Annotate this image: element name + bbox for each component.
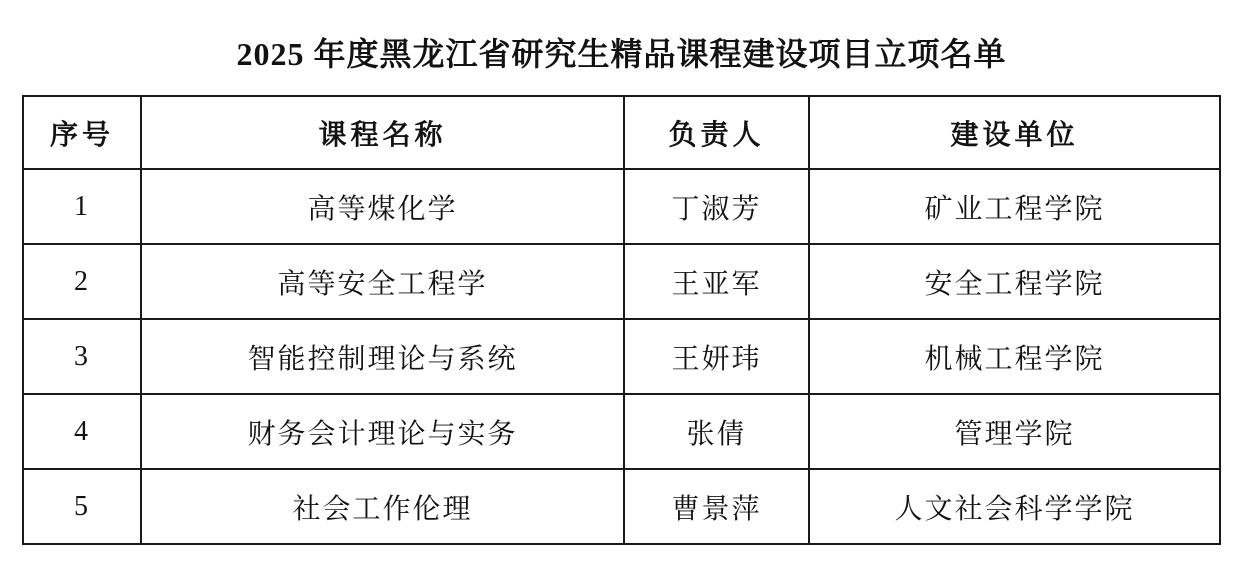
cell-no: 3 [23,319,141,394]
cell-course: 高等安全工程学 [141,244,624,319]
cell-course: 社会工作伦理 [141,469,624,544]
cell-leader: 曹景萍 [624,469,809,544]
cell-course: 智能控制理论与系统 [141,319,624,394]
cell-leader: 王亚军 [624,244,809,319]
table-row [23,319,1220,394]
cell-unit: 安全工程学院 [809,244,1220,319]
cell-no: 2 [23,244,141,319]
table-row [23,469,1220,544]
cell-no: 5 [23,469,141,544]
table-row [23,169,1220,244]
column-header-unit: 建设单位 [809,96,1220,169]
cell-leader: 王妍玮 [624,319,809,394]
column-header-course: 课程名称 [141,96,624,169]
cell-unit: 机械工程学院 [809,319,1220,394]
courses-table [22,95,1221,545]
cell-course: 财务会计理论与实务 [141,394,624,469]
cell-unit: 人文社会科学学院 [809,469,1220,544]
table-row [23,394,1220,469]
cell-leader: 张倩 [624,394,809,469]
cell-unit: 矿业工程学院 [809,169,1220,244]
cell-no: 1 [23,169,141,244]
column-header-no: 序号 [23,96,141,169]
table-header-row [23,96,1220,169]
cell-no: 4 [23,394,141,469]
cell-unit: 管理学院 [809,394,1220,469]
table-row [23,244,1220,319]
column-header-leader: 负责人 [624,96,809,169]
cell-course: 高等煤化学 [141,169,624,244]
page-title: 2025 年度黑龙江省研究生精品课程建设项目立项名单 [236,36,1007,72]
cell-leader: 丁淑芳 [624,169,809,244]
